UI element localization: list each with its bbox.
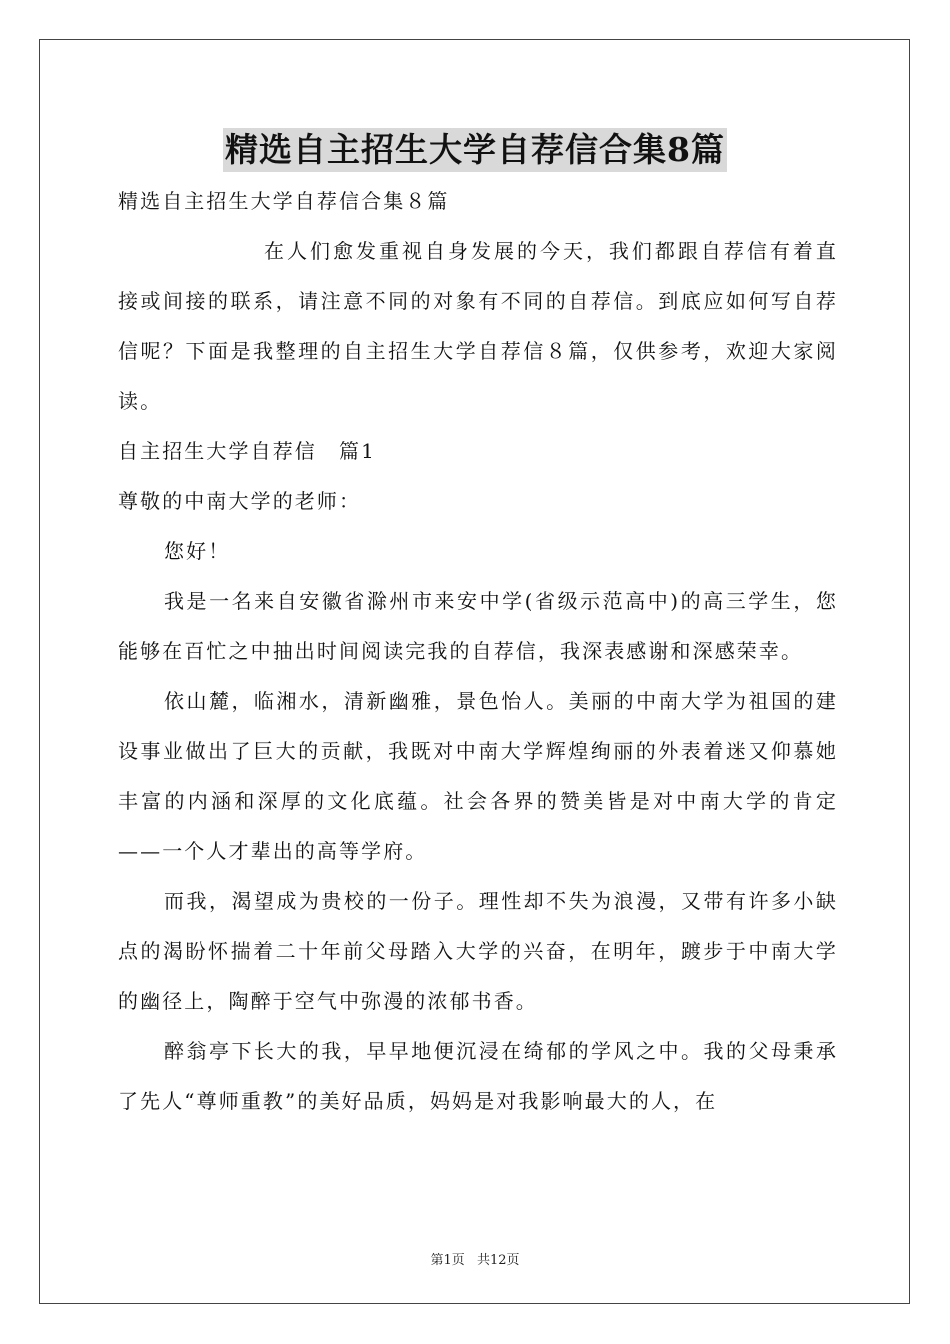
body-paragraph: 醉翁亭下长大的我，早早地便沉浸在绮郁的学风之中。我的父母秉承了先人“尊师重教”的美好品质，妈妈是对我影响最大的人，在	[118, 1039, 838, 1113]
intro-paragraph: 在人们愈发重视自身发展的今天，我们都跟自荐信有着直接或间接的联系，请注意不同的对象有不同的自荐信。到底应如何写自荐信呢？下面是我整理的自主招生大学自荐信８篇，仅供参考，欢迎大家阅读。	[118, 239, 838, 413]
document-title-text: 精选自主招生大学自荐信合集8篇	[223, 128, 727, 172]
body-paragraph: 我是一名来自安徽省滁州市来安中学(省级示范高中)的高三学生，您能够在百忙之中抽出时间阅读完我的自荐信，我深表感谢和深感荣幸。	[118, 589, 838, 663]
salutation: 尊敬的中南大学的老师：	[118, 489, 362, 513]
page-total: 共12页	[476, 1253, 520, 1268]
section-heading: 自主招生大学自荐信 篇1	[118, 439, 376, 463]
page-number: 第1页	[430, 1253, 465, 1268]
document-title	[0, 128, 950, 172]
body-paragraph: 依山麓，临湘水，清新幽雅，景色怡人。美丽的中南大学为祖国的建设事业做出了巨大的贡献，我既对中南大学辉煌绚丽的外表着迷又仰慕她丰富的内涵和深厚的文化底蕴。社会各界的赞美皆是对中南大学的肯定——一个人才辈出的高等学府。	[118, 689, 838, 863]
body-paragraph: 而我，渴望成为贵校的一份子。理性却不失为浪漫，又带有许多小缺点的渴盼怀揣着二十年前父母踏入大学的兴奋，在明年，踱步于中南大学的幽径上，陶醉于空气中弥漫的浓郁书香。	[118, 889, 838, 1013]
document-body	[118, 176, 838, 1126]
document-subtitle: 精选自主招生大学自荐信合集８篇	[118, 189, 450, 213]
greeting: 您好！	[164, 539, 231, 563]
page-footer	[0, 1249, 950, 1268]
